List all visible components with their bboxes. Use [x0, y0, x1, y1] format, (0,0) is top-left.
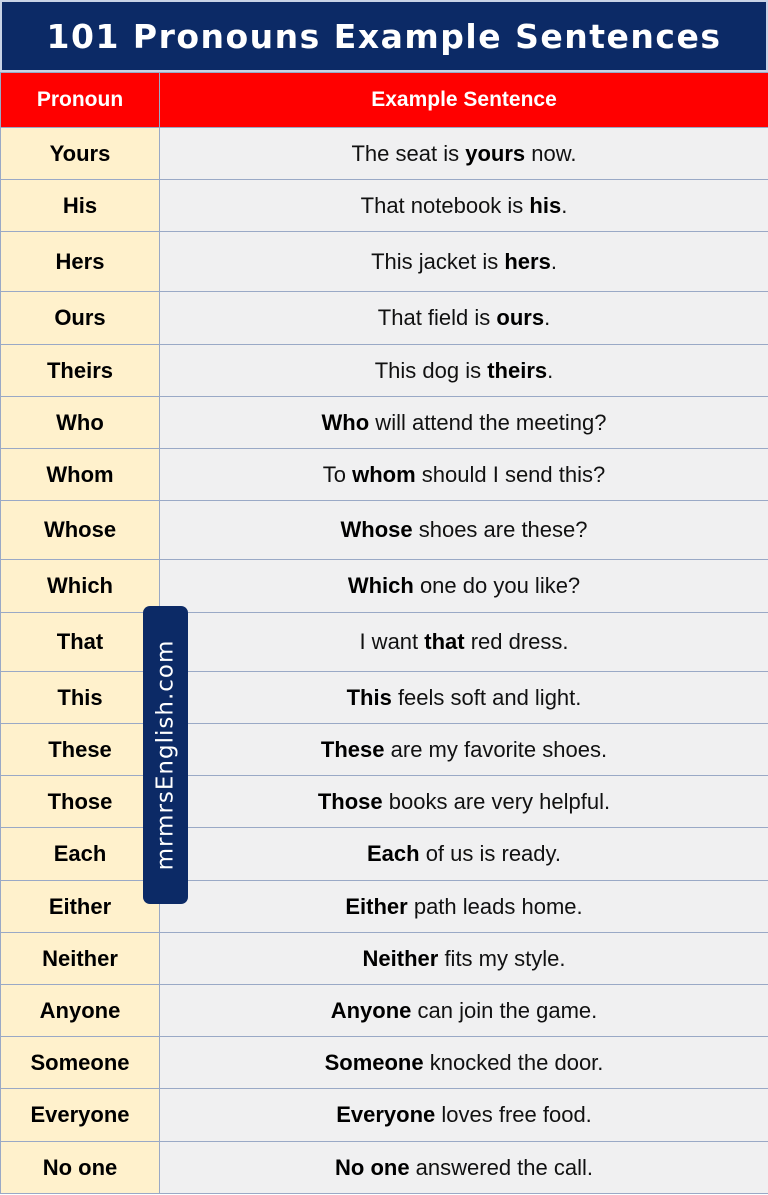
example-sentence-cell	[160, 776, 768, 828]
table-row	[1, 180, 768, 232]
pronoun-cell: His	[1, 180, 160, 232]
example-sentence-cell	[160, 933, 768, 985]
watermark-badge	[143, 606, 188, 904]
highlighted-pronoun: that	[424, 629, 465, 654]
sentence-text-after: red dress.	[464, 629, 569, 654]
pronoun-cell: Which	[1, 560, 160, 613]
highlighted-pronoun: theirs	[487, 357, 548, 383]
sentence-text-after: now.	[525, 140, 577, 166]
example-sentence-cell	[160, 292, 768, 345]
table-row	[1, 985, 768, 1037]
pronoun-cell: No one	[1, 1142, 160, 1194]
table-row	[1, 881, 768, 933]
highlighted-pronoun: Those	[317, 788, 383, 814]
watermark-text: mrmrsEnglish.com	[152, 639, 179, 871]
table-row	[1, 501, 768, 560]
sentence-text-after: .	[547, 357, 554, 383]
pronoun-cell: Everyone	[1, 1089, 160, 1142]
sentence-text-before: That notebook is	[360, 192, 530, 218]
pronoun-cell: Hers	[1, 232, 160, 292]
pronoun-cell: Whom	[1, 449, 160, 501]
pronoun-cell: That	[1, 613, 160, 672]
highlighted-pronoun: yours	[465, 140, 526, 166]
sentence-text-before: This dog is	[374, 357, 488, 383]
example-sentence-cell	[160, 1089, 768, 1142]
sentence-text-after: can join the game.	[411, 997, 598, 1023]
pronoun-cell: Theirs	[1, 345, 160, 397]
table-row	[1, 933, 768, 985]
example-sentence-cell	[160, 724, 768, 776]
column-header-example-sentence: Example Sentence	[160, 73, 768, 128]
example-sentence-cell	[160, 232, 768, 292]
highlighted-pronoun: Each	[366, 841, 420, 866]
sentence-text-after: loves free food.	[435, 1102, 592, 1127]
pronoun-cell: These	[1, 724, 160, 776]
example-sentence-cell	[160, 397, 768, 449]
highlighted-pronoun: hers	[504, 248, 551, 274]
example-sentence-cell	[160, 672, 768, 724]
sentence-text-after: .	[561, 192, 568, 218]
pronoun-cell: Those	[1, 776, 160, 828]
pronoun-cell: Someone	[1, 1037, 160, 1089]
example-sentence-cell	[160, 449, 768, 501]
highlighted-pronoun: Everyone	[336, 1102, 436, 1127]
highlighted-pronoun: Someone	[324, 1049, 424, 1075]
sentence-text-after: .	[544, 305, 551, 330]
sentence-text-before: That field is	[377, 305, 497, 330]
table-row	[1, 292, 768, 345]
example-sentence-cell	[160, 985, 768, 1037]
sentence-text-after: feels soft and light.	[391, 684, 582, 710]
pronoun-cell: Anyone	[1, 985, 160, 1037]
highlighted-pronoun: Whose	[340, 517, 413, 542]
highlighted-pronoun: his	[529, 192, 562, 218]
table-row	[1, 1037, 768, 1089]
table-row	[1, 776, 768, 828]
highlighted-pronoun: Neither	[362, 945, 439, 971]
table-row	[1, 672, 768, 724]
pronoun-cell: Yours	[1, 128, 160, 180]
pronoun-cell: This	[1, 672, 160, 724]
highlighted-pronoun: Who	[321, 409, 370, 435]
pronoun-cell: Who	[1, 397, 160, 449]
sentence-text-after: knocked the door.	[423, 1049, 604, 1075]
example-sentence-cell	[160, 501, 768, 560]
sentence-text-before: To	[322, 461, 353, 487]
table-row	[1, 724, 768, 776]
pronoun-cell: Each	[1, 828, 160, 881]
highlighted-pronoun: Which	[347, 573, 414, 598]
example-sentence-cell	[160, 180, 768, 232]
sentence-text-after: .	[550, 248, 557, 274]
pronoun-cell: Neither	[1, 933, 160, 985]
table-row	[1, 1089, 768, 1142]
sentence-text-after: fits my style.	[438, 945, 566, 971]
highlighted-pronoun: Either	[345, 893, 408, 919]
highlighted-pronoun: ours	[496, 305, 545, 330]
sentence-text-after: one do you like?	[413, 573, 581, 598]
table-row	[1, 828, 768, 881]
table-row	[1, 128, 768, 180]
table-row	[1, 397, 768, 449]
title-banner	[0, 0, 768, 72]
highlighted-pronoun: Anyone	[330, 997, 412, 1023]
page-title: 101 Pronouns Example Sentences	[46, 16, 722, 56]
table-row	[1, 449, 768, 501]
sentence-text-after: are my favorite shoes.	[384, 736, 608, 762]
pronoun-cell: Either	[1, 881, 160, 933]
highlighted-pronoun: These	[320, 736, 385, 762]
table-header-row	[1, 73, 768, 128]
example-sentence-cell	[160, 345, 768, 397]
highlighted-pronoun: No one	[335, 1154, 410, 1180]
sentence-text-after: path leads home.	[407, 893, 583, 919]
highlighted-pronoun: This	[346, 684, 392, 710]
pronoun-cell: Ours	[1, 292, 160, 345]
sentence-text-after: will attend the meeting?	[369, 409, 607, 435]
example-sentence-cell	[160, 881, 768, 933]
example-sentence-cell	[160, 1142, 768, 1194]
sentence-text-before: This jacket is	[371, 248, 505, 274]
example-sentence-cell	[160, 613, 768, 672]
table-row	[1, 232, 768, 292]
sentence-text-after: answered the call.	[409, 1154, 593, 1180]
example-sentence-cell	[160, 560, 768, 613]
sentence-text-after: should I send this?	[415, 461, 606, 487]
highlighted-pronoun: whom	[352, 461, 416, 487]
table-row	[1, 1142, 768, 1194]
sentence-text-after: books are very helpful.	[382, 788, 611, 814]
table-row	[1, 613, 768, 672]
sentence-text-after: of us is ready.	[419, 841, 562, 866]
sentence-text-before: The seat is	[351, 140, 466, 166]
example-sentence-cell	[160, 1037, 768, 1089]
example-sentence-cell	[160, 128, 768, 180]
table-row	[1, 345, 768, 397]
sentence-text-before: I want	[359, 629, 425, 654]
column-header-pronoun: Pronoun	[1, 73, 160, 128]
example-sentence-cell	[160, 828, 768, 881]
pronoun-table	[0, 72, 768, 1194]
table-row	[1, 560, 768, 613]
pronoun-cell: Whose	[1, 501, 160, 560]
sentence-text-after: shoes are these?	[412, 517, 588, 542]
